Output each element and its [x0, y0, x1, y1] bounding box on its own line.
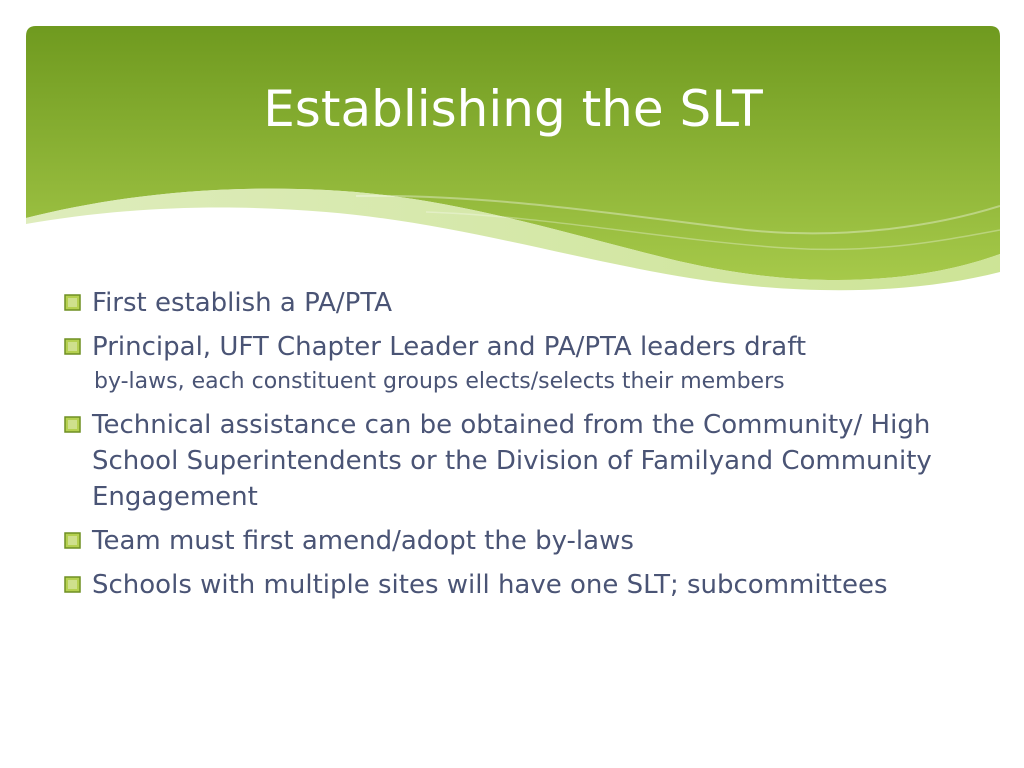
- slide-title: Establishing the SLT: [263, 80, 763, 138]
- header-wave-banner: [26, 26, 1000, 294]
- list-item-continuation: by-laws, each constituent groups elects/selects their members: [94, 369, 785, 394]
- list-item: [62, 407, 992, 515]
- list-item: [62, 285, 992, 321]
- list-item: [62, 523, 992, 559]
- list-item-text: Team must first amend/adopt the by-laws: [92, 526, 634, 556]
- list-item-text: Principal, UFT Chapter Leader and PA/PTA leaders draft: [92, 332, 807, 362]
- list-item: [62, 567, 992, 603]
- bullet-list: [62, 285, 992, 603]
- checkbox-square-icon: [64, 416, 81, 433]
- list-item-text: First establish a PA/PTA: [92, 288, 392, 318]
- checkbox-square-icon: [64, 532, 81, 549]
- checkbox-square-icon: [64, 576, 81, 593]
- header-wave-graphic: [26, 26, 1000, 294]
- checkbox-square-icon: [64, 294, 81, 311]
- checkbox-square-icon: [64, 338, 81, 355]
- list-item-text: Technical assistance can be obtained from the Community/ High School Superintendents or the Division of Familyand Community Engagement: [92, 410, 932, 512]
- list-item-text: Schools with multiple sites will have one SLT; subcommittees: [92, 570, 888, 600]
- list-item: [62, 329, 992, 365]
